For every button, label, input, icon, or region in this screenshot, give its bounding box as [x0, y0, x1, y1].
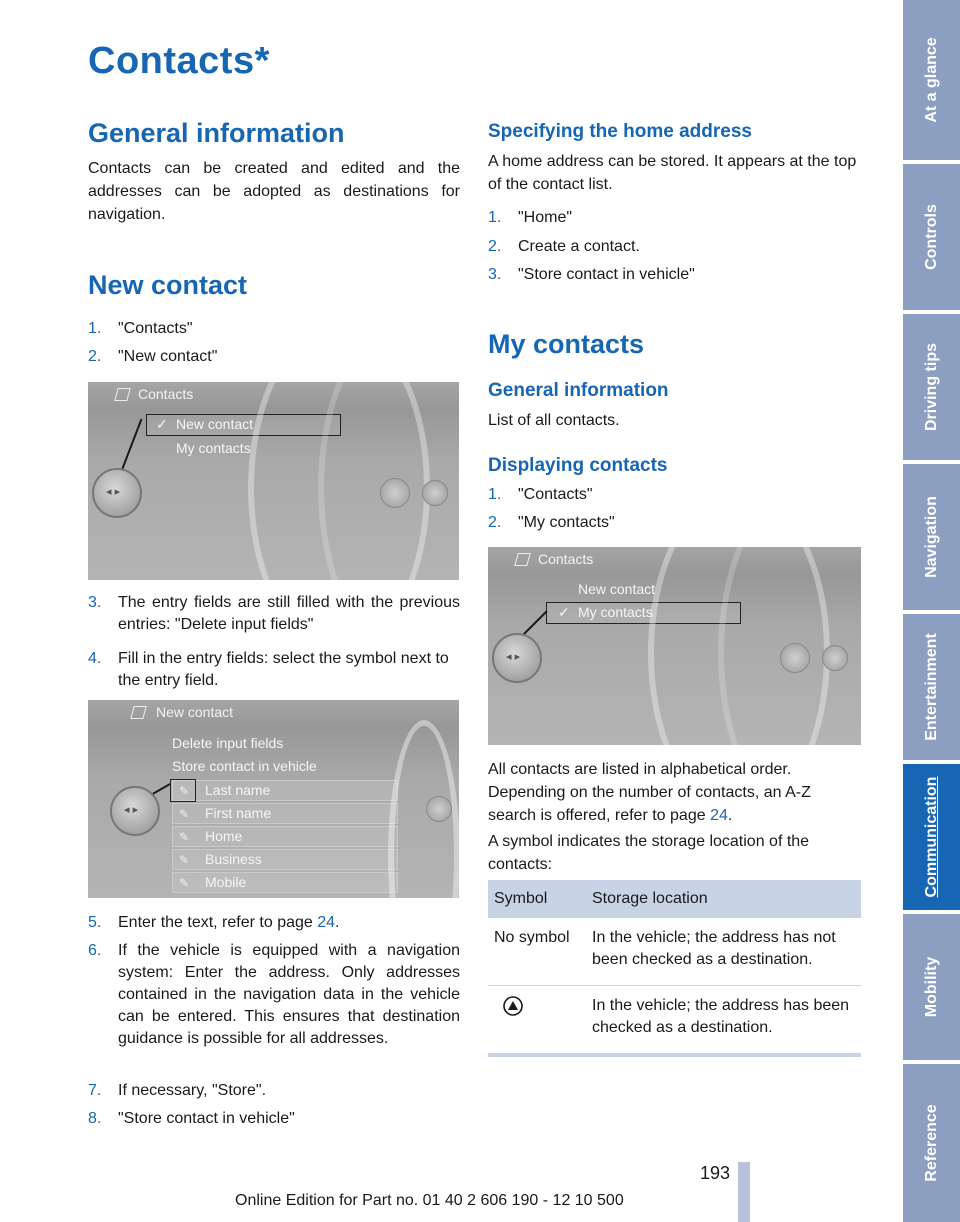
- tab-communication[interactable]: Communication: [903, 764, 960, 910]
- home-address-heading: Specifying the home address: [488, 121, 752, 142]
- add-icon: [426, 796, 452, 822]
- options-icon: [780, 643, 810, 673]
- list-item: 3. "Store contact in vehicle": [488, 266, 695, 283]
- list-item: 8. "Store contact in vehicle": [88, 1110, 295, 1127]
- tab-reference[interactable]: Reference: [903, 1064, 960, 1222]
- menu-icon: [822, 645, 848, 671]
- list-item: 1. "Home": [488, 209, 573, 226]
- menu-item-store-contact: Store contact in vehicle: [172, 758, 317, 774]
- selection-frame: [170, 779, 196, 802]
- options-icon: [380, 478, 410, 508]
- menu-item-new-contact: New contact: [176, 416, 254, 432]
- table-row: [488, 986, 861, 1056]
- tab-navigation[interactable]: Navigation: [903, 464, 960, 610]
- tab-driving-tips[interactable]: Driving tips: [903, 314, 960, 460]
- field-last-name: ✎ Last name: [172, 780, 398, 801]
- my-contacts-heading: My contacts: [488, 329, 645, 359]
- screenshot-new-contact-menu: [88, 382, 459, 580]
- list-item: 1. "Contacts": [488, 486, 593, 503]
- list-item: 6. If the vehicle is equipped with a navigation system: Enter the address. Only addresses contained in the navigation data in the vehicle can be entered. This ensures that destination guidance is possible for all addresses.: [88, 942, 460, 1047]
- table-cell: In the vehicle; the address has not been checked as a destination.: [586, 918, 861, 986]
- storage-location-table: [488, 880, 861, 1057]
- tab-mobility[interactable]: Mobility: [903, 914, 960, 1060]
- screenshot-new-contact-form: [88, 700, 459, 898]
- general-info-text: Contacts can be created and edited and the addresses can be adopted as destinations for navigation.: [88, 160, 460, 223]
- list-item: 2. "New contact": [88, 348, 218, 365]
- field-mobile: ✎ Mobile: [172, 872, 398, 893]
- screenshot-my-contacts-menu: [488, 547, 861, 745]
- tab-at-a-glance[interactable]: At a glance: [903, 0, 960, 160]
- footer-text: Online Edition for Part no. 01 40 2 606 190 - 12 10 500: [235, 1192, 624, 1209]
- table-header: Storage location: [586, 880, 861, 918]
- menu-item-new-contact: New contact: [578, 581, 656, 597]
- screen-header: Contacts: [138, 386, 194, 402]
- check-icon: ✓: [558, 604, 570, 620]
- displaying-contacts-heading: Displaying contacts: [488, 455, 668, 476]
- field-business: ✎ Business: [172, 849, 398, 870]
- field-home: ✎ Home: [172, 826, 398, 847]
- table-cell: No symbol: [488, 918, 586, 986]
- page-number: 193: [700, 1163, 731, 1183]
- general-info-heading: General information: [88, 118, 345, 148]
- edit-icon: ✎: [179, 807, 190, 821]
- edit-icon: ✎: [179, 830, 190, 844]
- page-link-24[interactable]: 24: [317, 914, 336, 931]
- table-header: Symbol: [488, 880, 586, 918]
- symbol-text: A symbol indicates the storage location of the contacts:: [488, 833, 810, 873]
- table-header-row: [488, 880, 861, 918]
- home-address-text: A home address can be stored. It appears at the top of the contact list.: [488, 153, 857, 193]
- controller-knob-icon: ◂ ▸: [92, 468, 142, 518]
- list-item: 5. Enter the text, refer to page 24.: [88, 914, 340, 931]
- page-title: Contacts*: [88, 40, 270, 82]
- list-item: 2. Create a contact.: [488, 238, 640, 255]
- menu-item-my-contacts: My contacts: [176, 440, 251, 456]
- checked-destination-icon: [502, 995, 524, 1017]
- list-item: 3. The entry fields are still filled with the previous entries: "Delete input fields": [88, 594, 460, 633]
- check-icon: ✓: [156, 416, 168, 432]
- screen-header: New contact: [156, 704, 234, 720]
- edit-icon: ✎: [179, 853, 190, 867]
- menu-icon: [422, 480, 448, 506]
- list-item: 4. Fill in the entry fields: select the symbol next to the entry field.: [88, 650, 449, 689]
- list-item: 7. If necessary, "Store".: [88, 1082, 267, 1099]
- page-number-bar: [738, 1162, 750, 1222]
- tab-entertainment[interactable]: Entertainment: [903, 614, 960, 760]
- page-link-24[interactable]: 24: [710, 807, 728, 824]
- edit-icon: ✎: [179, 784, 190, 798]
- table-cell: [488, 986, 586, 1056]
- tab-controls[interactable]: Controls: [903, 164, 960, 310]
- table-row: [488, 918, 861, 986]
- menu-item-my-contacts: My contacts: [578, 604, 653, 620]
- list-item: 2. "My contacts": [488, 514, 615, 531]
- menu-item-delete-input-fields: Delete input fields: [172, 735, 284, 751]
- general-info-subtext: List of all contacts.: [488, 412, 620, 429]
- new-contact-heading: New contact: [88, 270, 248, 300]
- field-first-name: ✎ First name: [172, 803, 398, 824]
- table-cell: In the vehicle; the address has been checked as a destination.: [586, 986, 861, 1056]
- controller-knob-icon: ◂ ▸: [110, 786, 160, 836]
- alphabetical-text: All contacts are listed in alphabetical order. Depending on the number of contacts, an A-Z search is offered, refer to page 24.: [488, 761, 811, 824]
- list-item: 1. "Contacts": [88, 320, 193, 337]
- general-info-subheading: General information: [488, 380, 669, 401]
- controller-knob-icon: ◂ ▸: [492, 633, 542, 683]
- screen-header: Contacts: [538, 551, 594, 567]
- edit-icon: ✎: [179, 876, 190, 890]
- callout-line: [119, 419, 142, 476]
- chapter-sidebar: [903, 0, 960, 1222]
